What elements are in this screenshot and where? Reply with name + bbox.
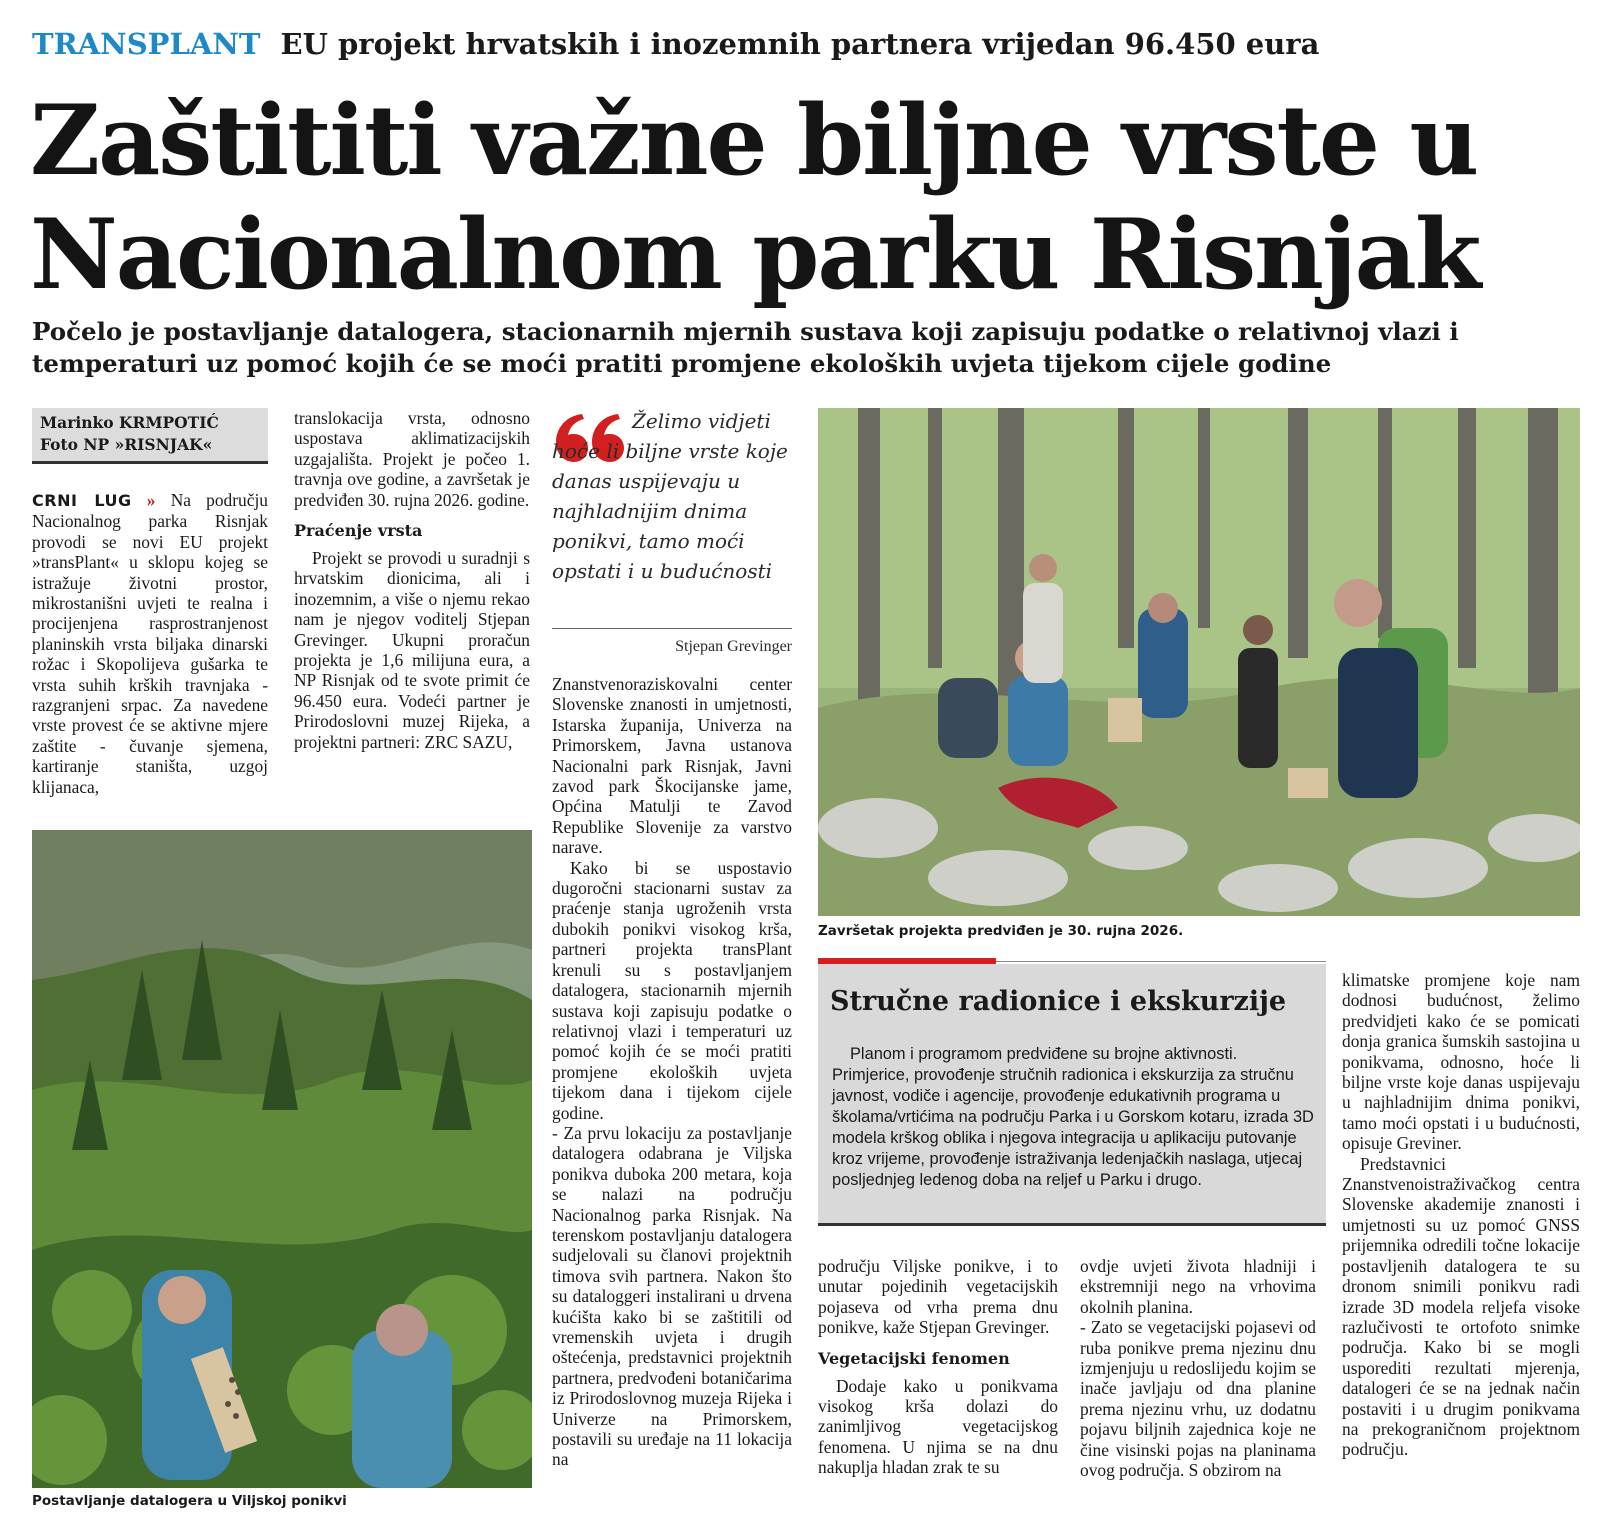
column-5-paragraph-2: - Zato se vegetacijski pojasevi od ruba ponikve prema njezinu dnu izmjenjuju u redoslijedu kojim se inače javljaju od dna planine prema njezinu vrhu, uz dodatnu pojavu biljnih zajednica koje ne čine visinski pojas na planinama ovog područja. S obzirom na: [1080, 1317, 1316, 1481]
column-3: [552, 674, 792, 1514]
byline: [32, 408, 268, 464]
box-text: [832, 1044, 1314, 1191]
pull-quote-source: Stjepan Grevinger: [552, 628, 792, 657]
column-2-paragraph-2: Projekt se provodi u suradnji s hrvatskim dionicima, ali i inozemnim, a više o njemu rekao nam je njegov voditelj Stjepan Grevinger. Ukupni proračun projekta je 1,6 milijuna eura, a NP Risnjak od te svote primit će 96.450 eura. Vodeći partner je Prirodoslovni muzej Rijeka, a projektni partneri: ZRC SAZU,: [294, 548, 530, 752]
column-4-paragraph-2: Dodaje kako u ponikvama visokog krša dolazi do zanimljivog vegetacijskog fenomena. U njima se na dnu nakuplja hladan zrak te su: [818, 1375, 1058, 1478]
headline-line-2: Nacionalnom parku Risnjak: [30, 198, 1480, 311]
column-6: [1342, 970, 1580, 1516]
column-3-paragraph-2: Kako bi se uspostavio dugoročni stacionarni sustav za praćenje stanja ugroženih vrsta dubokih ponikvi visokog krša, partneri projekta transPlant krenuli su s postavljanjem datalogera, stacionarnih mjernih sustava koji zapisuju podatke o relativnoj vlazi i temperaturi uz pomoć kojih će se moći pratiti promjene ekoloških uvjeta tijekom dana i tijekom cijele godine.: [552, 857, 792, 1123]
slope-photo-illustration: [32, 830, 532, 1488]
column-3-paragraph-3: - Za prvu lokaciju za postavljanje datalogera odabrana je Viljska ponikva duboka 200 metara, koja se nalazi na području Nacionalnog parka Risnjak. Na terenskom postavljanju datalogera sudjelovali su članovi projektnih timova svih partnera. Nakon što su dataloggeri instalirani u drvena kućišta kako bi se zaštitili od vremenskih uvjeta i drugih oštećenja, predstavnici projektnih partnera, predvođeni botaničarima iz Prirodoslovnog muzeja Rijeka i Univerze na Primorskem, postavili su uređaje na 11 lokacija na: [552, 1122, 792, 1470]
subhead-vegetacijski-fenomen: Vegetacijski fenomen: [818, 1348, 1010, 1368]
dateline: CRNI LUG: [32, 491, 132, 510]
headline: [30, 84, 1580, 312]
column-1-text: Na području Nacionalnog parka Risnjak provodi se novi EU projekt »transPlant« u sklopu kojeg se istražuje životni prostor, mikrostanišni uvjeti te realna i procijenjena rasprostranjenost planinskih vrsta biljaka dinarski rožac i Skopolijeva gušarka te vrsta suhih krških travnjaka - razgranjeni srpac. Za navedene vrste provest će se aktivne mjere zaštite - čuvanje sjemena, kartiranje staništa, uzgoj klijanaca,: [32, 490, 268, 797]
column-4: [818, 1256, 1058, 1516]
subhead-pracenje-vrsta: Praćenje vrsta: [294, 521, 423, 541]
box-accent-bar: [818, 958, 996, 964]
column-6-paragraph-1: klimatske promjene koje nam dodnosi budućnost, želimo predvidjeti kako će se pomicati donja granica šumskih sastojina u ponikvama, odnosno, hoće li biljne vrste koje danas uspijevaju u najhladnijim dnima ponikvi, tamo moći opstati i u budućnosti, opisuje Greviner.: [1342, 970, 1580, 1154]
hikers-photo-illustration: [818, 408, 1580, 916]
column-2-paragraph-1: translokacija vrsta, odnosno uspostava aklimatizacijskih uzgajališta. Projekt je počeo 1. travnja ove godine, a završetak je predviđen 30. rujna 2026. godine.: [294, 408, 530, 510]
photo-left-caption: Postavljanje datalogera u Viljskoj ponikvi: [32, 1493, 347, 1509]
column-4-paragraph-1: području Viljske ponikve, i to unutar pojedinih vegetacijskih pojaseva od vrha prema dnu ponikve, kaže Stjepan Grevinger.: [818, 1256, 1058, 1338]
column-6-paragraph-2: Predstavnici Znanstvenoistraživačkog centra Slovenske akademije znanosti i umjetnosti su uz pomoć GNSS prijemnika odredili točne lokacije postavljenih datalogera te su dronom snimili ponikvu radi izrade 3D modela reljefa visoke razlučivosti te ortofoto snimke područja. Kako bi se mogli usporediti rezultati mjerenja, datalogeri će se na jednak način postaviti i u drugim ponikvama na prekograničnom projektnom području.: [1342, 1153, 1580, 1460]
box-paragraph: Planom i programom predviđene su brojne aktivnosti. Primjerice, provođenje stručnih radionica i ekskurzija za stručnu javnost, vodiče i agencije, provođenje edukativnih programa u školama/vrtićima na području Parka i u Gorskom kotaru, izrada 3D modela krškog oblika i njegova integracija u aplikaciju putovanje kroz vrijeme, provođenje istraživanja ledenjačkih naslaga, utjecaj posljednjeg ledenog doba na reljef u Parku i drugo.: [832, 1045, 1314, 1189]
pull-quote: [552, 406, 792, 656]
column-5-paragraph-1: ovdje uvjeti života hladniji i ekstremniji nego na vrhovima okolnih planina.: [1080, 1256, 1316, 1317]
kicker: [32, 24, 1572, 64]
pull-quote-text: [552, 406, 792, 586]
standfirst: Počelo je postavljanje datalogera, stacionarnih mjernih sustava koji zapisuju podatke o relativnoj vlazi i temperaturi uz pomoć kojih će se moći pratiti promjene ekoloških uvjeta tijekom cijele godine: [32, 317, 1459, 378]
section-tag: TRANSPLANT: [32, 27, 261, 61]
column-2: [294, 408, 530, 808]
dateline-arrow-icon: »: [146, 490, 156, 510]
kicker-text: EU projekt hrvatskih i inozemnih partnera vrijedan 96.450 eura: [280, 27, 1320, 61]
box-top-rule: [996, 961, 1326, 962]
column-5: [1080, 1256, 1316, 1516]
column-3-paragraph-1: Znanstvenoraziskovalni center Slovenske znanosti in umjetnosti, Istarska županija, Univerza na Primorskem, Javna ustanova Nacionalni park Risnjak, Javni zavod park Škocijanske jame, Općina Matulji te Zavod Republike Slovenije za varstvo narave.: [552, 674, 792, 858]
photo-hikers: [818, 408, 1580, 916]
photo-right-caption: Završetak projekta predviđen je 30. rujna 2026.: [818, 923, 1184, 939]
column-1: [32, 490, 268, 800]
info-box: [818, 964, 1326, 1226]
photo-viljska-ponikva: [32, 830, 532, 1488]
headline-line-1: Zaštititi važne biljne vrste u: [30, 84, 1478, 197]
pull-quote-body: Želimo vidjeti hoće li biljne vrste koje danas uspijevaju u najhladnijim dnima ponikvi, tamo moći opstati i u budućnosti: [552, 409, 788, 583]
box-title: Stručne radionice i ekskurzije: [830, 986, 1287, 1017]
byline-photo-credit: Foto NP »RISNJAK«: [40, 435, 213, 454]
byline-author: Marinko KRMPOTIĆ: [40, 413, 219, 432]
